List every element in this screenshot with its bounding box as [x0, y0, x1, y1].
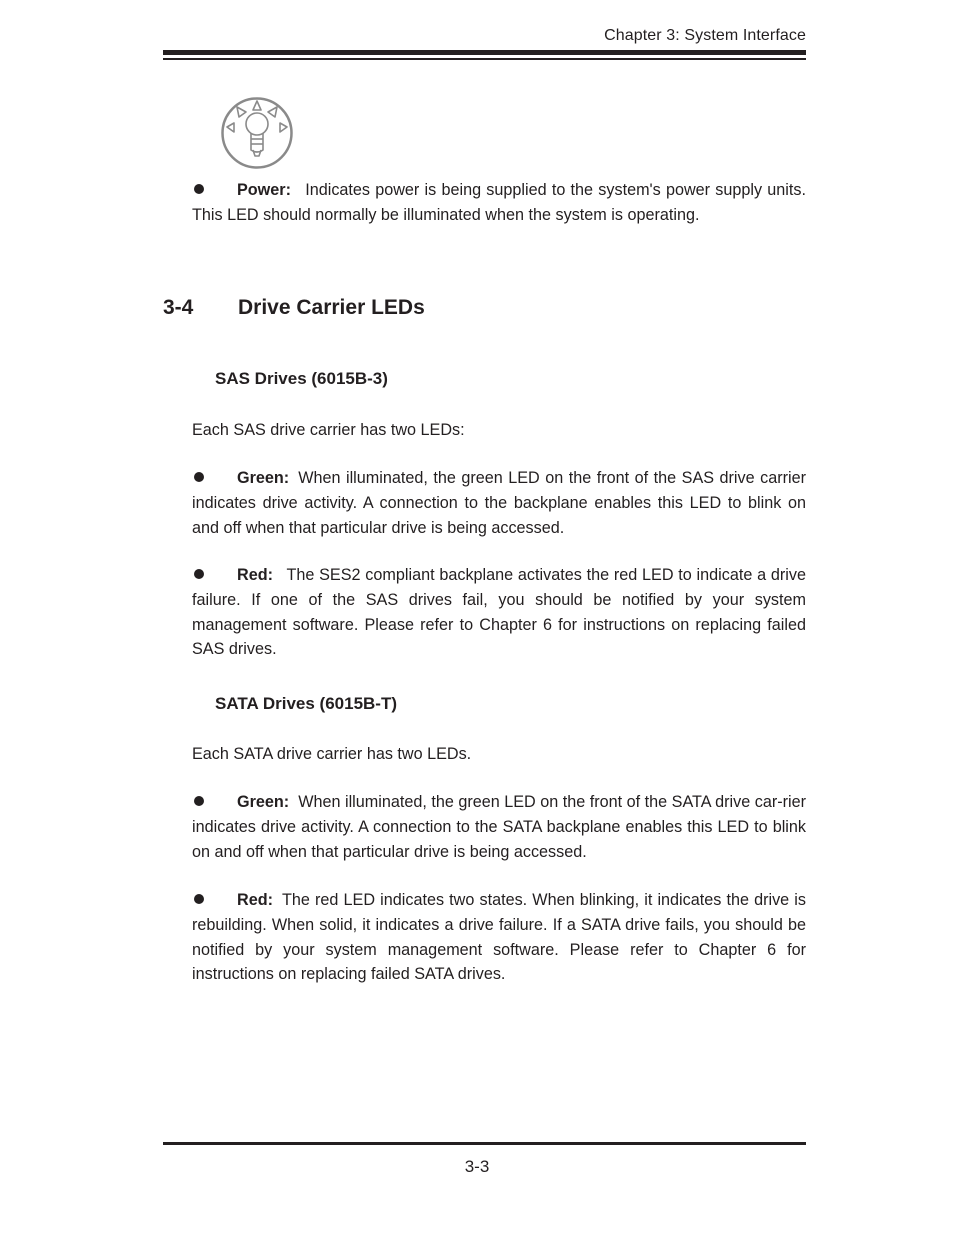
sas-intro: Each SAS drive carrier has two LEDs:: [192, 421, 465, 439]
bullet-icon: [194, 796, 204, 806]
bullet-icon: [194, 472, 204, 482]
sas-red-paragraph: Red: The SES2 compliant backplane activates the red LED to indicate a drive failure. If one of the SAS drives fail, you should be notified by your system management software. Please refer to Chapter 6 for instructions on replacing failed SAS drives.: [192, 566, 806, 659]
bullet-icon: [194, 894, 204, 904]
section-number: 3-4: [163, 296, 194, 319]
power-led-paragraph: Power: Indicates power is being supplied to the system's power supply units. This LED should normally be illuminated when the system is operating.: [192, 181, 806, 224]
sata-green-paragraph: Green: When illuminated, the green LED on the front of the SATA drive car-rier indicates drive activity. A connection to the SATA backplane enables this LED to blink on and off when that particular drive is being accessed.: [192, 793, 806, 861]
sata-intro: Each SATA drive carrier has two LEDs.: [192, 745, 472, 763]
bullet-icon: [194, 569, 204, 579]
chapter-header: Chapter 3: System Interface: [604, 27, 806, 44]
header-rule-thick: [163, 50, 806, 55]
header-rule-thin: [163, 58, 806, 60]
page-number: 3-3: [464, 1157, 490, 1176]
sata-red-paragraph: Red: The red LED indicates two states. When blinking, it indicates the drive is rebuilding. When solid, it indicates a drive failure. If a SATA drive fails, you should be notified by your system management software. Please refer to Chapter 6 for instructions on replacing failed SATA drives.: [192, 891, 806, 984]
light-bulb-icon: [220, 96, 294, 170]
sata-heading: SATA Drives (6015B-T): [215, 694, 398, 713]
section-title: Drive Carrier LEDs: [238, 296, 425, 319]
bullet-icon: [194, 184, 204, 194]
sas-heading: SAS Drives (6015B-3): [215, 369, 388, 388]
footer-rule: [163, 1142, 806, 1145]
sas-green-paragraph: Green: When illuminated, the green LED on the front of the SAS drive carrier indicates drive activity. A connection to the backplane enables this LED to blink on and off when that particular drive is being accessed.: [192, 469, 806, 537]
